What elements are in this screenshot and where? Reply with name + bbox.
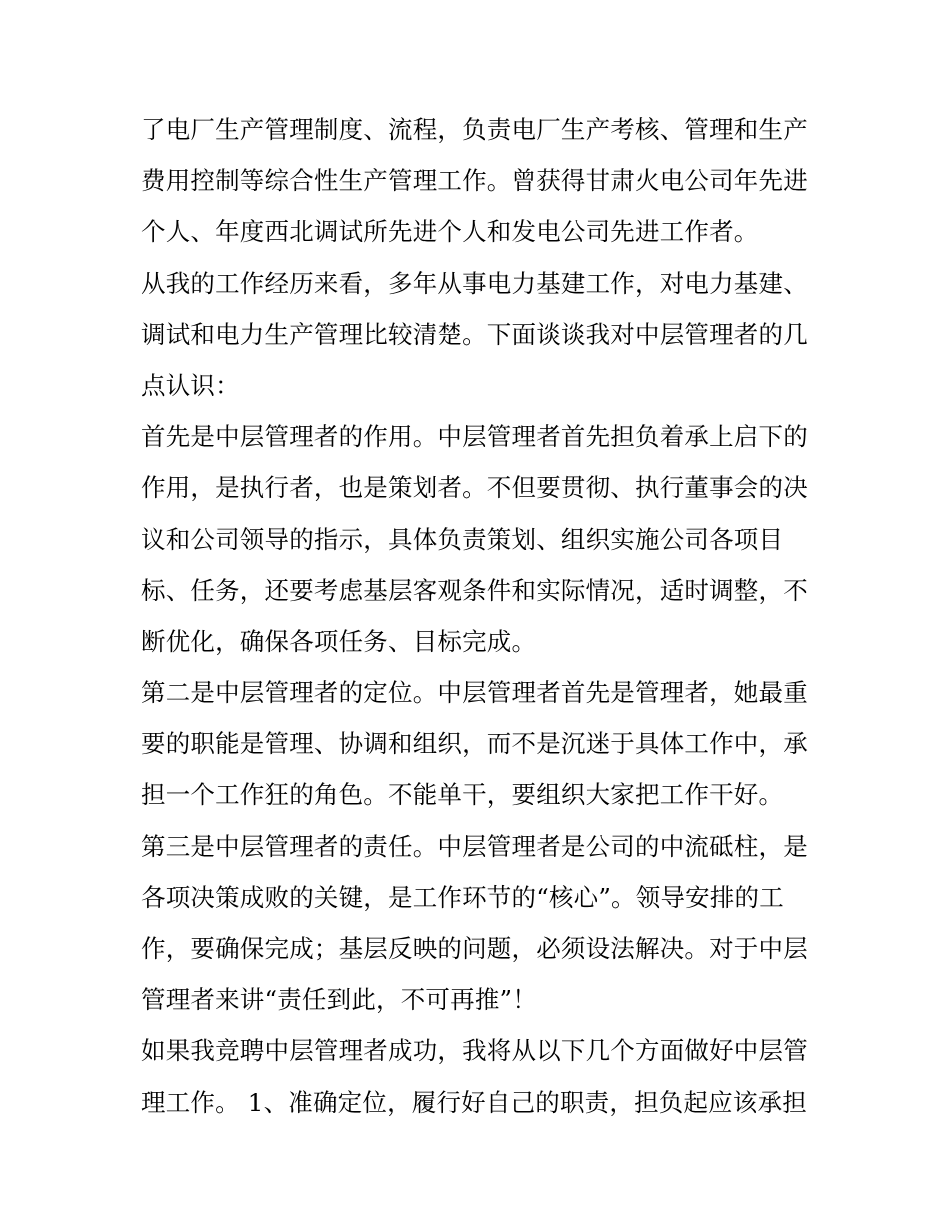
text-line: 首先是中层管理者的作用。中层管理者首先担负着承上启下的 [141, 422, 808, 452]
text-line: 调试和电力生产管理比较清楚。下面谈谈我对中层管理者的几 [141, 319, 808, 349]
text-line: 如果我竞聘中层管理者成功，我将从以下几个方面做好中层管 [141, 1036, 808, 1066]
text-line: 个人、年度西北调试所先进个人和发电公司先进工作者。 [141, 217, 759, 247]
text-line: 作用，是执行者，也是策划者。不但要贯彻、执行董事会的决 [141, 473, 808, 503]
text-line: 从我的工作经历来看，多年从事电力基建工作，对电力基建、 [141, 268, 808, 298]
text-line: 作，要确保完成；基层反映的问题，必须设法解决。对于中层 [141, 934, 808, 963]
text-line: 第三是中层管理者的责任。中层管理者是公司的中流砥柱，是 [141, 831, 808, 861]
text-line: 费用控制等综合性生产管理工作。曾获得甘肃火电公司年先进 [141, 166, 808, 196]
text-line: 议和公司领导的指示，具体负责策划、组织实施公司各项目 [141, 524, 784, 554]
text-line: 担一个工作狂的角色。不能单干，要组织大家把工作干好。 [141, 780, 784, 810]
text-line: 理工作。 1、准确定位，履行好自己的职责，担负起应该承担 [141, 1087, 807, 1117]
document-body [141, 110, 821, 1134]
text-line: 各项决策成败的关键，是工作环节的“核心”。领导安排的工 [141, 882, 784, 912]
text-line: 要的职能是管理、协调和组织，而不是沉迷于具体工作中，承 [141, 729, 808, 759]
text-line: 点认识： [141, 370, 240, 400]
text-line: 第二是中层管理者的定位。中层管理者首先是管理者，她最重 [141, 678, 808, 708]
text-line: 标、任务，还要考虑基层客观条件和实际情况，适时调整，不 [141, 575, 808, 605]
text-line: 了电厂生产管理制度、流程，负责电厂生产考核、管理和生产 [141, 115, 808, 144]
text-line: 断优化，确保各项任务、目标完成。 [141, 626, 537, 656]
text-line: 管理者来讲“责任到此，不可再推”！ [141, 985, 537, 1015]
